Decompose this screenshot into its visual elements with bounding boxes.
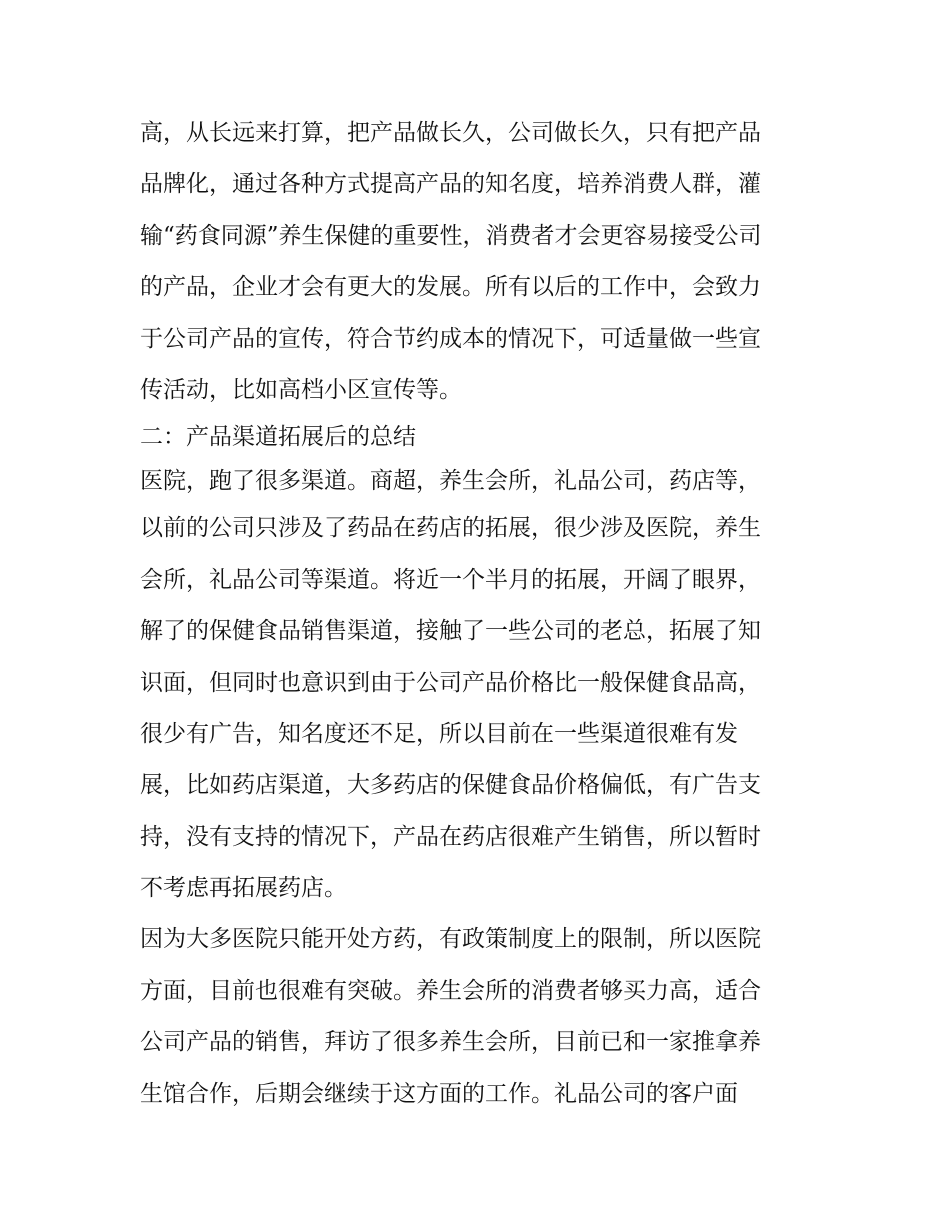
text-line: 识面，但同时也意识到由于公司产品价格比一般保健食品高， xyxy=(140,669,761,696)
text-line: 因为大多医院只能开处方药，有政策制度上的限制，所以医院 xyxy=(140,926,761,953)
text-line: 不考虑再拓展药店。 xyxy=(140,875,347,902)
text-line: 传活动，比如高档小区宣传等。 xyxy=(140,376,462,403)
text-line: 生馆合作，后期会继续于这方面的工作。礼品公司的客户面 xyxy=(140,1080,738,1107)
text-line: 解了的保健食品销售渠道，接触了一些公司的老总，拓展了知 xyxy=(140,618,761,645)
text-line: 于公司产品的宣传，符合节约成本的情况下，可适量做一些宣 xyxy=(140,325,761,352)
text-line: 以前的公司只涉及了药品在药店的拓展，很少涉及医院，养生 xyxy=(140,515,761,542)
text-line: 持，没有支持的情况下，产品在药店很难产生销售，所以暂时 xyxy=(140,823,761,850)
text-line: 高，从长远来打算，把产品做长久，公司做长久，只有把产品 xyxy=(140,120,761,146)
text-line: 医院，跑了很多渠道。商超，养生会所，礼品公司，药店等， xyxy=(140,468,761,495)
text-line: 的产品，企业才会有更大的发展。所有以后的工作中，会致力 xyxy=(140,274,761,301)
text-line: 很少有广告，知名度还不足，所以目前在一些渠道很难有发 xyxy=(140,720,738,747)
text-line: 展，比如药店渠道，大多药店的保健食品价格偏低，有广告支 xyxy=(140,772,761,799)
document-body xyxy=(140,108,820,1120)
text-line: 方面，目前也很难有突破。养生会所的消费者够买力高，适合 xyxy=(140,977,761,1004)
text-line: 品牌化，通过各种方式提高产品的知名度，培养消费人群，灌 xyxy=(140,171,761,198)
text-line: 会所，礼品公司等渠道。将近一个半月的拓展，开阔了眼界， xyxy=(140,566,761,593)
text-line: 公司产品的销售，拜访了很多养生会所，目前已和一家推拿养 xyxy=(140,1029,761,1056)
section-heading: 二：产品渠道拓展后的总结 xyxy=(140,424,416,451)
text-line: 输“药食同源”养生保健的重要性，消费者才会更容易接受公司 xyxy=(140,222,762,249)
